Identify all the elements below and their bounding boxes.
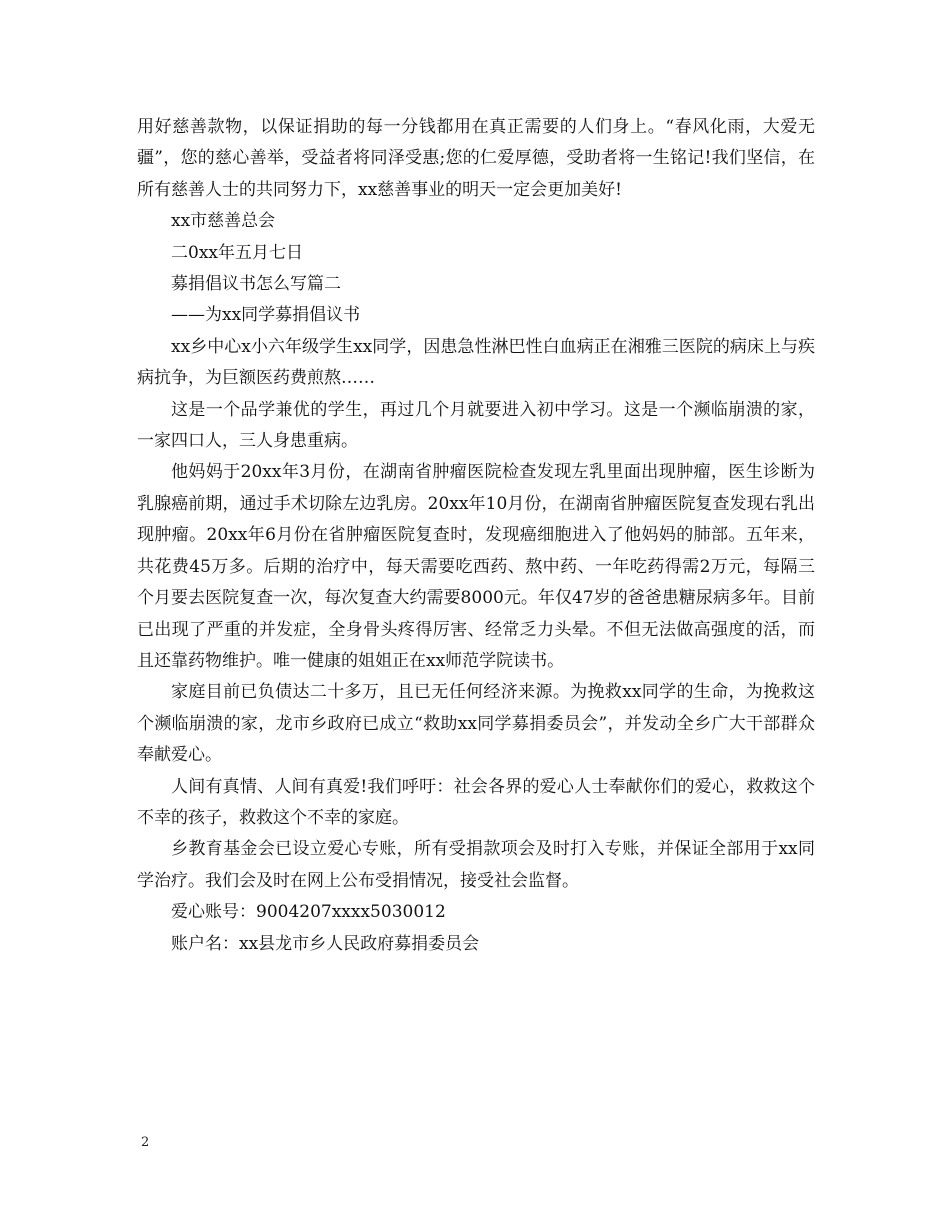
section-heading: 募捐倡议书怎么写篇二 (171, 274, 341, 295)
signature-organization: xx市慈善总会 (171, 211, 276, 232)
page-number: 2 (141, 1135, 150, 1150)
paragraph-appeal: 人间有真情、人间有真爱!我们呼吁：社会各界的爱心人士奉献你们的爱心，救救这个不幸的孩子，救救这个不幸的家庭。 (137, 776, 815, 828)
paragraph-fund-account-info: 乡教育基金会已设立爱心专账，所有受捐款项会及时打入专账，并保证全部用于xx同学治疗。我们会及时在网上公布受捐情况，接受社会监督。 (137, 839, 815, 891)
paragraph-family-situation: 这是一个品学兼优的学生，再过几个月就要进入初中学习。这是一个濒临崩溃的家，一家四口人，三人身患重病。 (137, 399, 815, 452)
document-body (137, 112, 815, 960)
signature-date: 二0xx年五月七日 (171, 242, 303, 263)
paragraph-student-intro: xx乡中心x小六年级学生xx同学，因患急性淋巴性白血病正在湘雅三医院的病床上与疾病抗争，为巨额医药费煎熬…… (137, 336, 815, 389)
section-subtitle: ——为xx同学募捐倡议书 (171, 305, 361, 326)
account-name: 账户名：xx县龙市乡人民政府募捐委员会 (171, 933, 480, 954)
paragraph-medical-history: 他妈妈于20xx年3月份，在湖南省肿瘤医院检查发现左乳里面出现肿瘤，医生诊断为乳腺癌前期，通过手术切除左边乳房。20xx年10月份，在湖南省肿瘤医院复查发现右乳出现肿瘤。20xx年6月份在省肿瘤医院复查时，发现癌细胞进入了他妈妈的肺部。五年来，共花费45万多。后期的治疗中，每天需要吃西药、熬中药、一年吃药得需2万元，每隔三个月要去医院复查一次，每次复查大约需要8000元。年仅47岁的爸爸患糖尿病多年。目前已出现了严重的并发症，全身骨头疼得厉害、经常乏力头晕。不但无法做高强度的活，而且还靠药物维护。唯一健康的姐姐正在xx师范学院读书。 (137, 462, 815, 671)
paragraph-debt-and-committee: 家庭目前已负债达二十多万，且已无任何经济来源。为挽救xx同学的生命，为挽救这个濒临崩溃的家，龙市乡政府已成立“救助xx同学募捐委员会”，并发动全乡广大干部群众奉献爱心。 (137, 682, 815, 766)
paragraph-closing-appeal: 用好慈善款物，以保证捐助的每一分钱都用在真正需要的人们身上。“春风化雨，大爱无疆”，您的慈心善举，受益者将同泽受惠;您的仁爱厚德，受助者将一生铭记!我们坚信，在所有慈善人士的共同努力下，xx慈善事业的明天一定会更加美好! (137, 117, 815, 200)
account-number: 爱心账号：9004207xxxx5030012 (171, 902, 446, 923)
